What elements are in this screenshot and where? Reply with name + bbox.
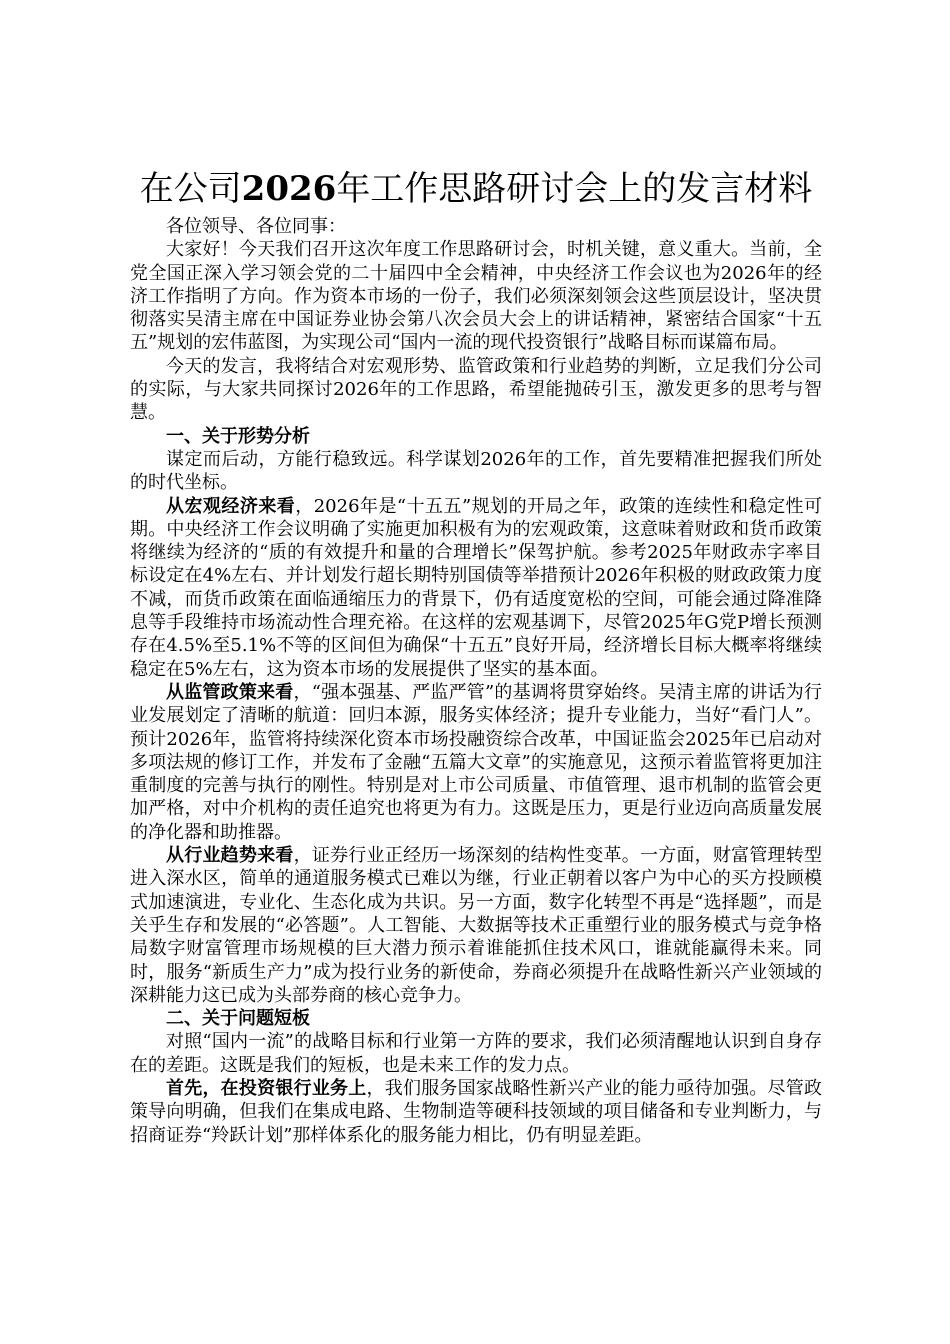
title-prefix: 在公司 xyxy=(139,169,242,209)
section-1-heading: 一、关于形势分析 xyxy=(166,425,310,447)
section-2-heading: 二、关于问题短板 xyxy=(166,1008,310,1030)
intro-paragraph-1: 大家好！今天我们召开这次年度工作思路研讨会，时机关键，意义重大。当前，全党全国正深入学习领会党的二十届四中全会精神，中央经济工作会议也为2026年的经济工作指明了方向。作为资本市场的一份子，我们必须深刻领会这些顶层设计，坚决贯彻落实吴清主席在中国证券业协会第八次会员大会上的讲话精神，紧密结合国家“十五五”规划的宏伟蓝图，为实现公司“国内一流的现代投资银行”战略目标而谋篇布局。 xyxy=(130,239,822,354)
macro-paragraph xyxy=(130,495,822,681)
intro-paragraph-2: 今天的发言，我将结合对宏观形势、监管政策和行业趋势的判断，立足我们分公司的实际，与大家共同探讨2026年的工作思路，希望能抛砖引玉，激发更多的思考与智慧。 xyxy=(130,355,822,424)
section-1-intro: 谋定而后动，方能行稳致远。科学谋划2026年的工作，首先要精准把握我们所处的时代坐标。 xyxy=(130,448,822,494)
industry-text: ，证券行业正经历一场深刻的结构性变革。一方面，财富管理转型进入深水区，简单的通道服务模式已难以为继，行业正朝着以客户为中心的买方投顾模式加速演进，专业化、生态化成为共识。另一方面，数字化转型不再是“选择题”，而是关乎生存和发展的“必答题”。人工智能、大数据等技术正重塑行业的服务模式与竞争格局数字财富管理市场规模的巨大潜力预示着谁能抓住技术风口，谁就能赢得未来。同时，服务“新质生产力”成为投行业务的新使命，券商必须提升在战略性新兴产业领域的深耕能力这已成为头部券商的核心竞争力。 xyxy=(130,845,823,1006)
macro-lead: 从宏观经济来看 xyxy=(166,495,296,517)
title-year: 2026 xyxy=(241,169,337,209)
regulation-lead: 从监管政策来看 xyxy=(166,681,294,703)
document-title xyxy=(130,165,822,213)
salutation: 各位领导、各位同事： xyxy=(166,216,346,237)
first-problem-lead: 首先，在投资银行业务上 xyxy=(166,1077,367,1099)
title-suffix: 年工作思路研讨会上的发言材料 xyxy=(336,169,813,209)
first-problem-paragraph xyxy=(130,1077,822,1147)
document-page xyxy=(130,165,822,1147)
first-problem-text: ，我们服务国家战略性新兴产业的能力亟待加强。尽管政策导向明确，但我们在集成电路、生物制造等硬科技领域的项目储备和专业判断力，与招商证券“羚跃计划”那样体系化的服务能力相比，仍有明显差距。 xyxy=(130,1077,822,1146)
regulation-paragraph xyxy=(130,681,822,844)
industry-paragraph xyxy=(130,844,822,1007)
industry-lead: 从行业趋势来看 xyxy=(166,845,294,867)
macro-text: ，2026年是“十五五”规划的开局之年，政策的连续性和稳定性可期。中央经济工作会议明确了实施更加积极有为的宏观政策，这意味着财政和货币政策将继续为经济的“质的有效提升和量的合理增长”保驾护航。参考2025年财政赤字率目标设定在4%左右、并计划发行超长期特别国债等举措预计2026年积极的财政政策力度不减，而货币政策在面临通缩压力的背景下，仍有适度宽松的空间，可能会通过降准降息等手段维持市场流动性合理充裕。在这样的宏观基调下，尽管2025年G党P增长预测存在4.5%至5.1%不等的区间但为确保“十五五”良好开局，经济增长目标大概率将继续稳定在5%左右，这为资本市场的发展提供了坚实的基本面。 xyxy=(130,495,822,680)
section-2-intro: 对照“国内一流”的战略目标和行业第一方阵的要求，我们必须清醒地认识到自身存在的差距。这既是我们的短板，也是未来工作的发力点。 xyxy=(130,1031,822,1076)
regulation-text: ，“强本强基、严监严管”的基调将贯穿始终。吴清主席的讲话为行业发展划定了清晰的航道：回归本源，服务实体经济；提升专业能力，当好“看门人”。预计2026年，监管将持续深化资本市场投融资综合改革，中国证监会2025年已启动对多项法规的修订工作，并发布了金融“五篇大文章”的实施意见，这预示着监管将更加注重制度的完善与执行的刚性。特别是对上市公司质量、市值管理、退市机制的监管会更加严格，对中介机构的责任追究也将更为有力。这既是压力，更是行业迈向高质量发展的净化器和助推器。 xyxy=(130,681,823,843)
